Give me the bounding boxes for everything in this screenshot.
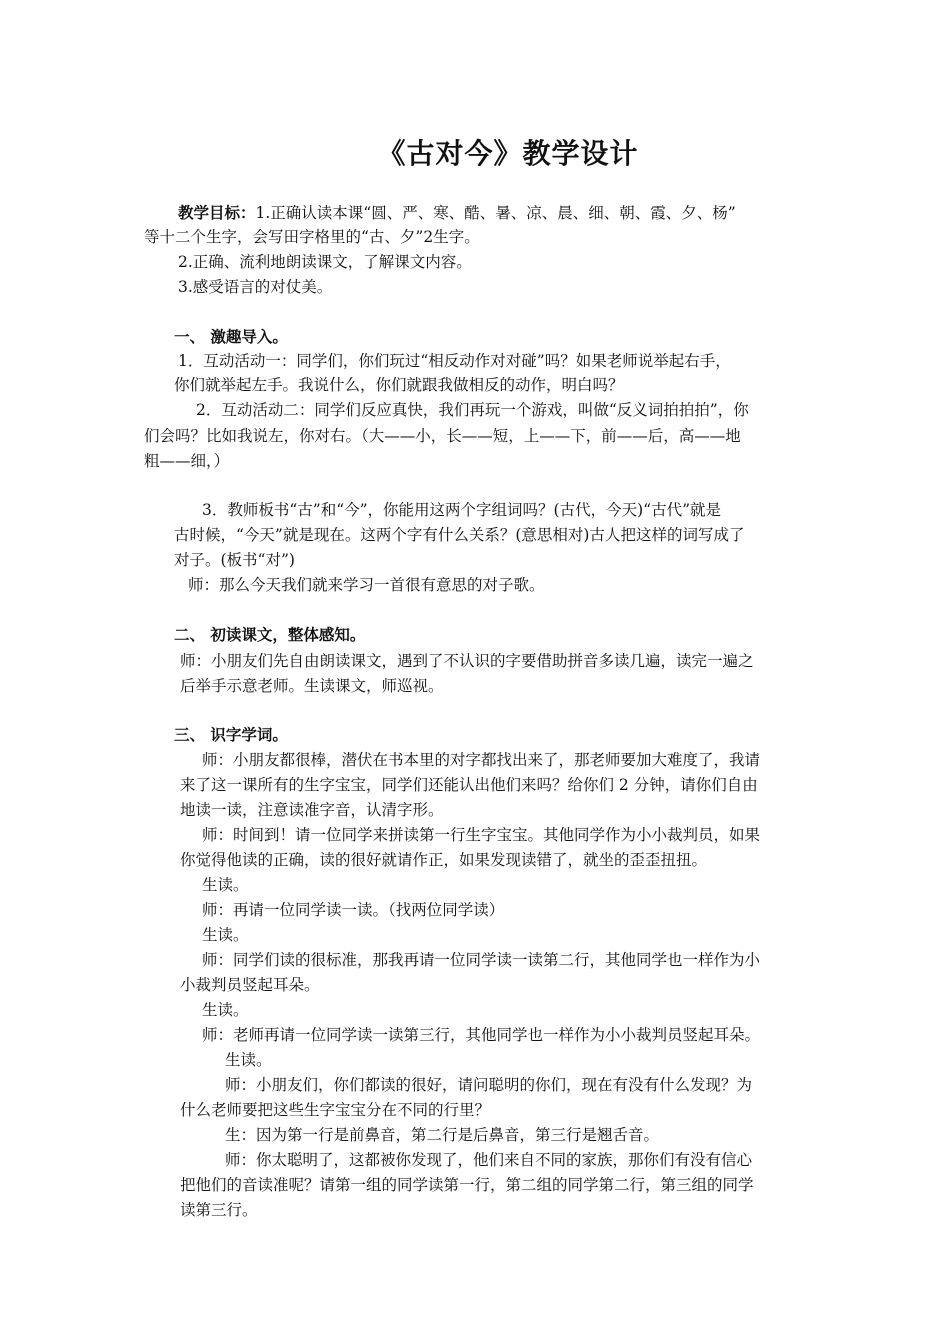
section-1-c-line-2: 古时候，“今天”就是现在。这两个字有什么关系？(意思相对)古人把这样的词写成了	[174, 526, 745, 544]
section-3-p6-line-1: 师：同学们读的很标准，那我再请一位同学读一读第二行，其他同学也一样作为小	[202, 951, 761, 969]
section-1-heading: 一、 激趣导入。	[174, 328, 288, 346]
section-3-p1-line-1: 师：小朋友都很棒，潜伏在书本里的对字都找出来了，那老师要加大难度了，我请	[202, 751, 761, 769]
section-3-p10-line-2: 什么老师要把这些生字宝宝分在不同的行里？	[180, 1101, 491, 1119]
section-1-a-line-2: 你们就举起左手。我说什么，你们就跟我做相反的动作，明白吗？	[174, 376, 624, 394]
section-1-b-line-1: 2．互动活动二：同学们反应真快，我们再玩一个游戏，叫做“反义词拍拍拍”，你	[196, 401, 749, 419]
section-3-p4: 师：再请一位同学读一读。（找两位同学读）	[202, 901, 505, 919]
document-title: 《古对今》教学设计	[377, 137, 639, 170]
section-3-p2-line-2: 你觉得他读的正确，读的很好就请作正，如果发现读错了，就坐的歪歪扭扭。	[180, 851, 708, 869]
section-3-p11: 生：因为第一行是前鼻音，第二行是后鼻音，第三行是翘舌音。	[225, 1126, 660, 1144]
objectives-label: 教学目标：	[178, 204, 256, 222]
section-3-p1-line-2: 来了这一课所有的生字宝宝，同学们还能认出他们来吗？给你们 2 分钟，请你们自由	[180, 776, 758, 794]
section-3-p1-line-3: 地读一读，注意读准字音，认清字形。	[180, 801, 444, 819]
section-3-p10-line-1: 师：小朋友们，你们都读的很好，请问聪明的你们，现在有没有什么发现？为	[225, 1076, 753, 1094]
section-3-p7: 生读。	[202, 1001, 249, 1019]
section-1-a-line-1: 1．互动活动一：同学们，你们玩过“相反动作对对碰”吗？如果老师说举起右手，	[178, 352, 731, 370]
section-2-line-1: 师：小朋友们先自由朗读课文，遇到了不认识的字要借助拼音多读几遍，读完一遍之	[180, 652, 754, 670]
section-3-p12-line-1: 师：你太聪明了，这都被你发现了，他们来自不同的家族，那你们有没有信心	[225, 1151, 753, 1169]
section-3-p12-line-3: 读第三行。	[180, 1201, 258, 1219]
objectives-text-1: 1.正确认读本课“圆、严、寒、酷、暑、凉、晨、细、朝、霞、夕、杨”	[255, 204, 736, 222]
objectives-line-2: 等十二个生字，会写田字格里的“古、夕”2生字。	[144, 228, 480, 246]
section-2-line-2: 后举手示意老师。生读课文，师巡视。	[180, 677, 444, 695]
section-3-heading: 三、 识字学词。	[174, 726, 288, 744]
section-3-p3: 生读。	[202, 876, 249, 894]
section-1-c-line-3: 对子。(板书“对”)	[174, 551, 295, 569]
section-1-b-line-2: 们会吗？比如我说左，你对右。（大——小，长——短，上——下，前——后，高——地	[144, 427, 741, 445]
objectives-line-4: 3.感受语言的对仗美。	[178, 278, 333, 296]
objectives-line-1	[178, 203, 736, 223]
section-1-b-line-3: 粗——细，）	[144, 452, 230, 470]
section-3-p6-line-2: 小裁判员竖起耳朵。	[180, 976, 320, 994]
section-3-p5: 生读。	[202, 926, 249, 944]
section-2-heading: 二、 初读课文，整体感知。	[174, 626, 366, 644]
section-3-p12-line-2: 把他们的音读准呢？请第一组的同学读第一行，第二组的同学第二行，第三组的同学	[180, 1176, 754, 1194]
section-1-d-line-1: 师：那么今天我们就来学习一首很有意思的对子歌。	[188, 576, 545, 594]
section-3-p2-line-1: 师：时间到！请一位同学来拼读第一行生字宝宝。其他同学作为小小裁判员，如果	[202, 826, 761, 844]
objectives-line-3: 2.正确、流利地朗读课文，了解课文内容。	[178, 253, 472, 271]
section-3-p9: 生读。	[225, 1051, 272, 1069]
section-1-c-line-1: 3．教师板书“古”和“今”，你能用这两个字组词吗？(古代，今天)“古代”就是	[202, 501, 722, 519]
section-3-p8: 师：老师再请一位同学读一读第三行，其他同学也一样作为小小裁判员竖起耳朵。	[202, 1026, 761, 1044]
